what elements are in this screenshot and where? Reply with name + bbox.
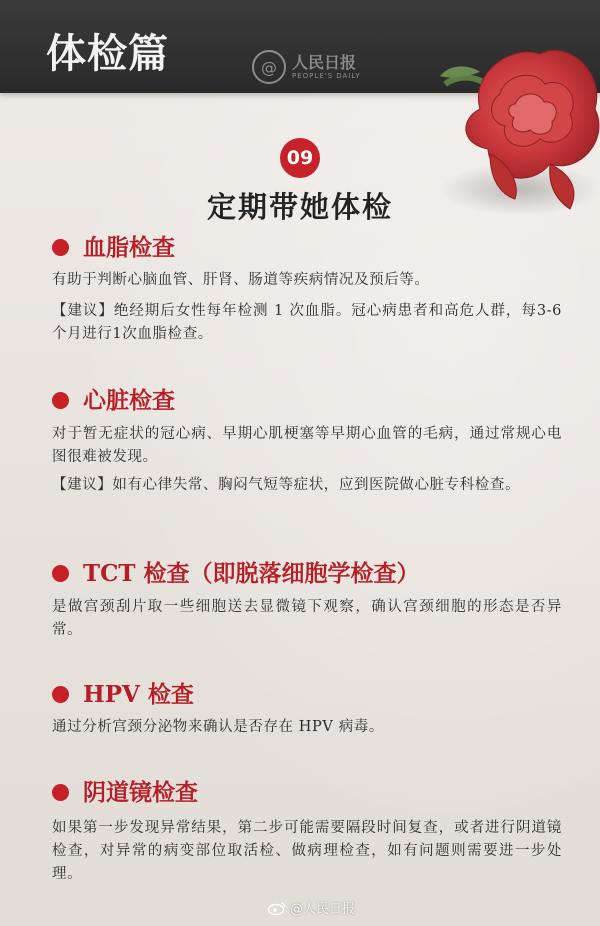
- footer-watermark-text: @人民日报: [290, 902, 356, 917]
- section-heading: 血脂检查: [83, 234, 175, 261]
- section-number-badge: 09: [280, 138, 320, 178]
- paragraph-advice: 【建议】绝经期后女性每年检测 1 次血脂。冠心病患者和高危人群，每3-6个月进行1次血脂检查。: [52, 303, 562, 342]
- section-subtitle: 定期带她体检: [206, 190, 393, 224]
- paragraph: 对于暂无症状的冠心病、早期心肌梗塞等早期心血管的毛病，通过常规心电图很难被发现。: [52, 426, 562, 465]
- watermark-name: 人民日报: [292, 52, 357, 72]
- section-title-heart: [52, 389, 175, 412]
- footer-watermark: [268, 898, 355, 917]
- paragraph: 有助于判断心脑血管、肝肾、肠道等疾病情况及预后等。: [52, 272, 430, 288]
- section-heading: HPV 检查: [83, 681, 194, 708]
- section-title-hpv: [52, 683, 194, 706]
- bullet-dot-icon: [52, 392, 69, 409]
- section-heading: TCT 检查（即脱落细胞学检查）: [83, 560, 420, 587]
- at-symbol-icon: @: [252, 50, 286, 84]
- bullet-dot-icon: [52, 686, 69, 703]
- paragraph: 是做宫颈刮片取一些细胞送去显微镜下观察，确认宫颈细胞的形态是否异常。: [52, 599, 562, 638]
- paragraph-advice: 【建议】如有心律失常、胸闷气短等症状，应到医院做心脏专科检查。: [52, 477, 521, 493]
- people-daily-watermark: [252, 50, 361, 84]
- section-title-colposcopy: [52, 781, 198, 804]
- section-heading: 阴道镜检查: [83, 779, 198, 806]
- watermark-sub: PEOPLE'S DAILY: [292, 71, 361, 80]
- weibo-icon: [268, 901, 286, 915]
- section-title-tct: [52, 562, 420, 585]
- section-title-blood-lipid: [52, 236, 175, 259]
- bullet-dot-icon: [52, 784, 69, 801]
- paragraph: 如果第一步发现异常结果，第二步可能需要隔段时间复查，或者进行阴道镜检查，对异常的病变部位取活检、做病理检查，如有问题则需要进一步处理。: [52, 820, 562, 882]
- watermark-text: [292, 52, 361, 80]
- section-heading: 心脏检查: [83, 387, 175, 414]
- bullet-dot-icon: [52, 239, 69, 256]
- bullet-dot-icon: [52, 565, 69, 582]
- paragraph: 通过分析宫颈分泌物来确认是否存在 HPV 病毒。: [52, 719, 384, 735]
- page-title: 体检篇: [46, 31, 169, 77]
